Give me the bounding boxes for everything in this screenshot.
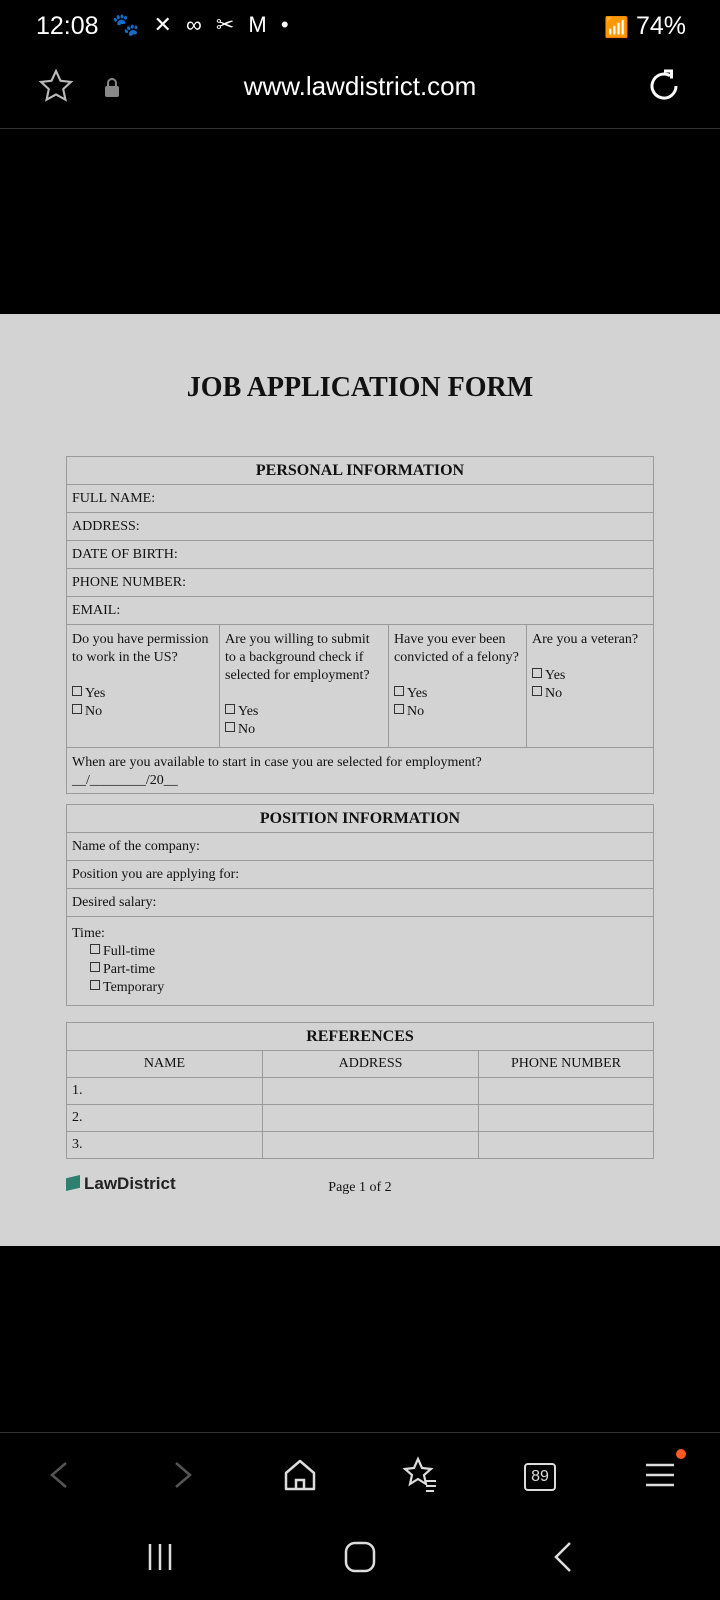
checkbox (72, 704, 82, 714)
question-background-check: Are you willing to submit to a background check if selected for employment? Yes No (220, 625, 389, 747)
question-veteran: Are you a veteran? Yes No (532, 632, 639, 701)
tabs-button[interactable] (520, 1455, 560, 1495)
personal-information-section (66, 456, 654, 794)
column-header: NAME (67, 1051, 263, 1078)
checkbox (90, 962, 100, 972)
reload-icon[interactable] (646, 68, 682, 104)
time-options: Time: Full-time Part-time Temporary (72, 926, 165, 995)
home-button-icon[interactable] (340, 1540, 380, 1574)
checkbox (532, 686, 542, 696)
checkbox (225, 704, 235, 714)
recent-apps-icon[interactable] (140, 1540, 180, 1574)
browser-address-bar (0, 54, 720, 129)
battery-level: 📶 74% (604, 12, 686, 40)
section-header: POSITION INFORMATION (67, 805, 653, 833)
position-information-section (66, 804, 654, 1006)
checkbox (90, 944, 100, 954)
column-header: PHONE NUMBER (479, 1051, 654, 1078)
bookmarks-icon[interactable] (400, 1455, 440, 1495)
system-back-icon[interactable] (544, 1540, 584, 1574)
checkbox (225, 722, 235, 732)
references-table (67, 1051, 653, 1158)
notification-icons: 🐾 ✕ ∞ ✂ M • (112, 12, 293, 37)
checkbox (90, 980, 100, 990)
home-icon[interactable] (280, 1455, 320, 1495)
table-row: 1. (67, 1078, 653, 1105)
question-felony: Have you ever been convicted of a felony? Yes No (389, 625, 527, 747)
field-email: EMAIL: (67, 597, 653, 625)
browser-toolbar (0, 1432, 720, 1513)
column-header: ADDRESS (263, 1051, 479, 1078)
checkbox (394, 704, 404, 714)
wifi-icon: 📶 (604, 17, 629, 39)
availability-field: When are you available to start in case you are selected for employment? __/________/20__ (72, 755, 482, 788)
notification-dot (676, 1449, 686, 1459)
system-navigation-bar (0, 1512, 720, 1600)
question-work-permission: Do you have permission to work in the US? Yes No (67, 625, 220, 747)
checkbox (72, 686, 82, 696)
field-position: Position you are applying for: (67, 861, 653, 889)
forward-icon[interactable] (162, 1455, 202, 1495)
field-date-of-birth: DATE OF BIRTH: (67, 541, 653, 569)
lawdistrict-logo: LawDistrict (66, 1174, 176, 1194)
table-row: 3. (67, 1132, 653, 1159)
references-section (66, 1022, 654, 1159)
table-row: 2. (67, 1105, 653, 1132)
status-bar (0, 0, 720, 54)
checkbox (394, 686, 404, 696)
field-full-name: FULL NAME: (67, 485, 653, 513)
field-phone: PHONE NUMBER: (67, 569, 653, 597)
field-salary: Desired salary: (67, 889, 653, 917)
page-number: Page 1 of 2 (328, 1180, 392, 1195)
field-address: ADDRESS: (67, 513, 653, 541)
back-icon[interactable] (40, 1455, 80, 1495)
yes-no-questions (67, 625, 653, 748)
url-text[interactable]: www.lawdistrict.com (243, 71, 477, 101)
section-header: REFERENCES (67, 1023, 653, 1051)
checkbox (532, 668, 542, 678)
section-header: PERSONAL INFORMATION (67, 457, 653, 485)
clock: 12:08 (36, 12, 99, 40)
document-page (0, 314, 720, 1246)
tabs-icon: 89 (524, 1463, 556, 1491)
menu-icon[interactable] (640, 1455, 680, 1495)
field-company: Name of the company: (67, 833, 653, 861)
page-title: JOB APPLICATION FORM (186, 372, 534, 403)
